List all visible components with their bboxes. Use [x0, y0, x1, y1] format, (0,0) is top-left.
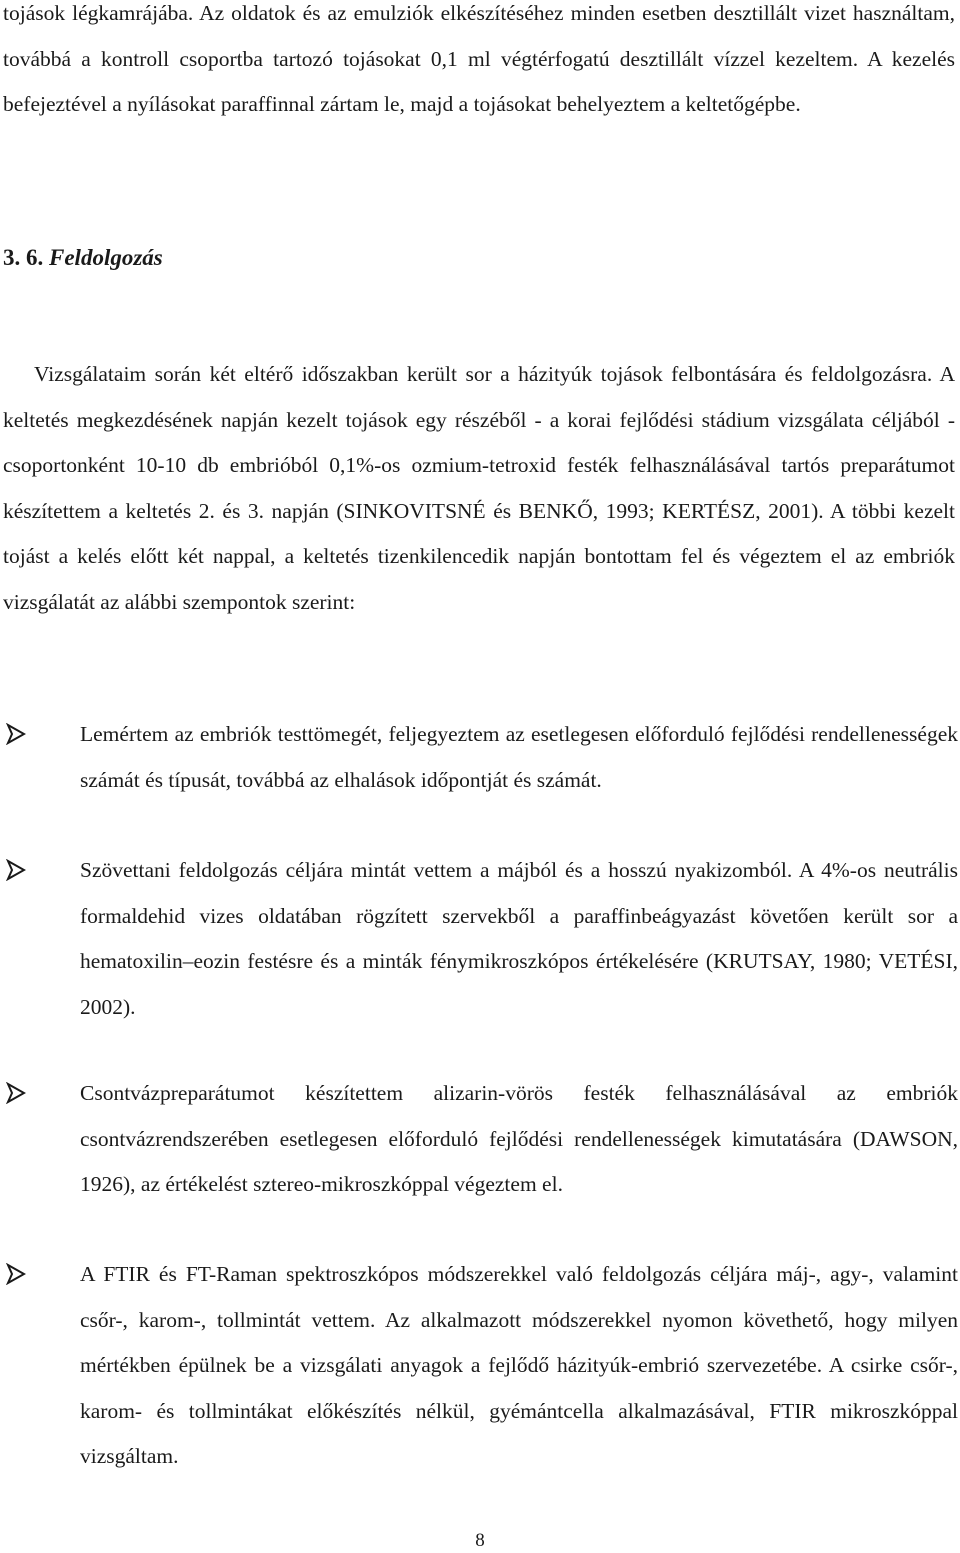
bullet-item	[3, 1252, 958, 1480]
body-paragraph: Vizsgálataim során két eltérő időszakban került sor a házityúk tojások felbontására és feldolgozásra. A keltetés megkezdésének napján kezelt tojások egy részéből - a korai fejlődési stádium vizsgálata céljából - csoportonként 10-10 db embrióból 0,1%-os ozmium-tetroxid festék felhasználásával tartós preparátumot készítettem a keltetés 2. és 3. napján (SINKOVITSNÉ és BENKŐ, 1993; KERTÉSZ, 2001). A többi kezelt tojást a kelés előtt két nappal, a keltetés tizenkilencedik napján bontottam fel és végeztem el az embriók vizsgálatát az alábbi szempontok szerint:	[3, 362, 955, 614]
section-title: Feldolgozás	[49, 245, 163, 270]
intro-paragraph: tojások légkamrájába. Az oldatok és az emulziók elkészítéséhez minden esetben desztillált vizet használtam, továbbá a kontroll csoportba tartozó tojásokat 0,1 ml végtérfogatú desztillált vízzel kezeltem. A kezelés befejeztével a nyílásokat paraffinnal zártam le, majd a tojásokat behelyeztem a keltetőgépbe.	[3, 1, 955, 117]
arrowhead-bullet-icon	[6, 1082, 26, 1104]
arrowhead-bullet-icon	[6, 859, 26, 881]
section-number: 3. 6.	[3, 245, 44, 270]
arrowhead-bullet-icon	[6, 723, 26, 745]
bullet-item	[3, 1071, 958, 1208]
bullet-text: Lemértem az embriók testtömegét, feljegyeztem az esetlegesen előforduló fejlődési rendellenességek számát és típusát, továbbá az elhalások időpontját és számát.	[80, 722, 958, 792]
section-heading	[3, 244, 163, 272]
page-number: 8	[475, 1530, 485, 1551]
arrowhead-bullet-icon	[6, 1263, 26, 1285]
bullet-item	[3, 712, 958, 803]
bullet-text: A FTIR és FT-Raman spektroszkópos módszerekkel való feldolgozás céljára máj-, agy-, valamint csőr-, karom-, tollmintát vettem. Az alkalmazott módszerekkel nyomon követhető, hogy milyen mértékben épülnek be a vizsgálati anyagok a fejlődő házityúk-embrió szervezetébe. A csirke csőr-, karom- és tollmintákat előkészítés nélkül, gyémántcella alkalmazásával, FTIR mikroszkóppal vizsgáltam.	[80, 1262, 958, 1469]
bullet-text: Szövettani feldolgozás céljára mintát vettem a májból és a hosszú nyakizomból. A 4%-os neutrális formaldehid vizes oldatában rögzített szervekből a paraffinbeágyazást követően került sor a hematoxilin–eozin festésre és a minták fénymikroszkópos értékelésére (KRUTSAY, 1980; VETÉSI, 2002).	[80, 858, 958, 1019]
bullet-item	[3, 848, 958, 1030]
bullet-text: Csontvázpreparátumot készítettem alizarin-vörös festék felhasználásával az embriók csontvázrendszerében esetlegesen előforduló fejlődési rendellenességek kimutatására (DAWSON, 1926), az értékelést sztereo-mikroszkóppal végeztem el.	[80, 1081, 958, 1197]
